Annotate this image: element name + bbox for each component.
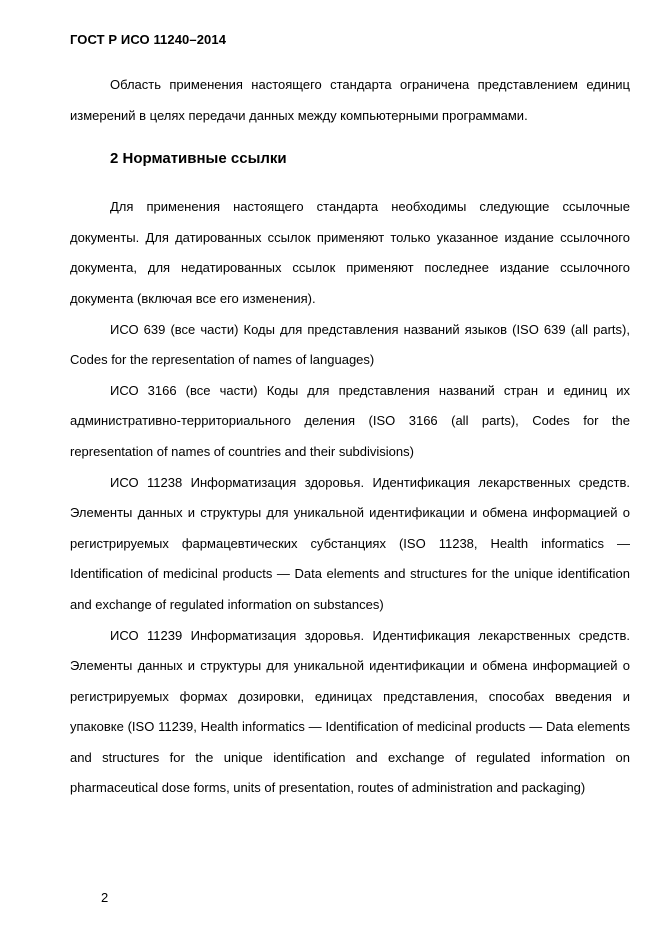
page-number: 2 <box>101 890 109 905</box>
reference-iso-11238: ИСО 11238 Информатизация здоровья. Идентификация лекарственных средств. Элементы данных и структуры для уникальной идентификации и обмена информацией о регистрируемых фармацевтических субстанциях (ISO 11238, Health informatics — Identification of medicinal products — Data elements and structures for the unique identification and exchange of regulated information on substances) <box>70 474 630 612</box>
section-heading-normative-references: 2 Нормативные ссылки <box>110 150 287 168</box>
document-body <box>70 70 630 804</box>
reference-iso-11239: ИСО 11239 Информатизация здоровья. Идентификация лекарственных средств. Элементы данных и структуры для уникальной идентификации и обмена информацией о регистрируемых формах дозировки, единицах представления, способах введения и упаковке (ISO 11239, Health informatics — Identification of medicinal products — Data elements and structures for the unique identification and exchange of regulated information on pharmaceutical dose forms, units of presentation, routes of administration and packaging) <box>70 627 630 796</box>
reference-iso-639: ИСО 639 (все части) Коды для представления названий языков (ISO 639 (all parts), Codes for the representation of names of languages) <box>70 321 630 368</box>
references-intro-paragraph: Для применения настоящего стандарта необходимы следующие ссылочные документы. Для датированных ссылок применяют только указанное издание ссылочного документа, для недатированных ссылок применяют последнее издание ссылочного документа (включая все его изменения). <box>70 199 630 306</box>
document-header: ГОСТ Р ИСО 11240–2014 <box>70 32 227 47</box>
scope-paragraph: Область применения настоящего стандарта ограничена представлением единиц измерений в целях передачи данных между компьютерными программами. <box>70 77 630 123</box>
reference-iso-3166: ИСО 3166 (все части) Коды для представления названий стран и единиц их административно-территориального деления (ISO 3166 (all parts), Codes for the representation of names of countries and their subdivisions) <box>70 382 630 459</box>
